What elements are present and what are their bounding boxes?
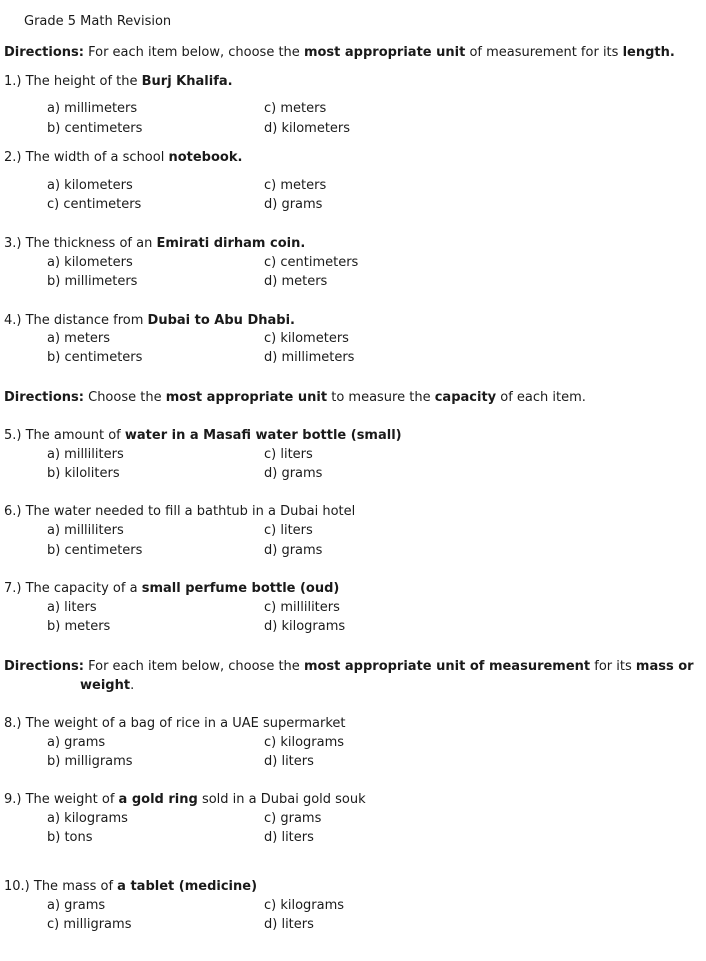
option[interactable]: b) centimeters xyxy=(47,121,143,136)
directions-emphasis: length. xyxy=(622,45,675,60)
directions-text: to measure the xyxy=(327,390,435,405)
option[interactable]: d) meters xyxy=(264,274,328,289)
directions-capacity xyxy=(4,390,586,406)
option[interactable]: c) grams xyxy=(264,811,322,826)
option[interactable]: c) kilograms xyxy=(264,898,345,913)
option[interactable]: c) kilometers xyxy=(264,331,349,346)
question-emphasis: a tablet (medicine) xyxy=(117,879,258,894)
question-text: 4.) The distance from xyxy=(4,313,148,328)
option[interactable]: c) meters xyxy=(264,178,327,193)
question-text: 1.) The height of the xyxy=(4,74,142,89)
question-text: 9.) The weight of xyxy=(4,792,119,807)
directions-text: of measurement for its xyxy=(465,45,623,60)
option[interactable]: c) meters xyxy=(264,101,327,116)
question-1 xyxy=(4,74,233,90)
question-text: 5.) The amount of xyxy=(4,428,125,443)
option[interactable]: d) kilograms xyxy=(264,619,346,634)
option[interactable]: b) centimeters xyxy=(47,543,143,558)
directions-text: . xyxy=(130,678,135,693)
option[interactable]: a) milliliters xyxy=(47,447,124,462)
question-7 xyxy=(4,581,339,597)
directions-emphasis: capacity xyxy=(434,390,497,405)
question-3 xyxy=(4,236,305,252)
option[interactable]: d) millimeters xyxy=(264,350,355,365)
option[interactable]: a) grams xyxy=(47,735,106,750)
question-2 xyxy=(4,150,242,166)
question-5 xyxy=(4,428,402,444)
directions-emphasis: most appropriate unit of measurement xyxy=(303,659,591,674)
directions-mass-continued xyxy=(80,678,134,694)
option[interactable]: b) millimeters xyxy=(47,274,138,289)
page-title: Grade 5 Math Revision xyxy=(24,14,172,29)
directions-length xyxy=(4,45,675,61)
directions-mass xyxy=(4,659,694,675)
option[interactable]: d) liters xyxy=(264,830,314,845)
directions-text: For each item below, choose the xyxy=(83,659,304,674)
question-text: sold in a Dubai gold souk xyxy=(197,792,366,807)
question-emphasis: Burj Khalifa. xyxy=(141,74,233,89)
option[interactable]: a) kilometers xyxy=(47,178,133,193)
question-emphasis: a gold ring xyxy=(118,792,198,807)
option[interactable]: a) grams xyxy=(47,898,106,913)
option[interactable]: d) kilometers xyxy=(264,121,351,136)
option[interactable]: b) tons xyxy=(47,830,93,845)
directions-text: For each item below, choose the xyxy=(83,45,304,60)
option[interactable]: d) grams xyxy=(264,543,323,558)
directions-emphasis: most appropriate unit xyxy=(303,45,466,60)
option[interactable]: b) milligrams xyxy=(47,754,133,769)
option[interactable]: a) kilometers xyxy=(47,255,133,270)
option[interactable]: d) liters xyxy=(264,917,314,932)
option[interactable]: a) liters xyxy=(47,600,97,615)
option[interactable]: a) meters xyxy=(47,331,111,346)
option[interactable]: c) liters xyxy=(264,447,313,462)
directions-emphasis: most appropriate unit xyxy=(165,390,328,405)
option[interactable]: a) kilograms xyxy=(47,811,128,826)
question-emphasis: water in a Masafi water bottle (small) xyxy=(124,428,402,443)
question-10 xyxy=(4,879,257,895)
directions-label: Directions: xyxy=(4,45,84,60)
option[interactable]: d) grams xyxy=(264,466,323,481)
question-text: 6.) The water needed to fill a bathtub in a Dubai hotel xyxy=(4,504,356,519)
option[interactable]: a) milliliters xyxy=(47,523,124,538)
question-4 xyxy=(4,313,295,329)
question-text: 10.) The mass of xyxy=(4,879,118,894)
option[interactable]: d) grams xyxy=(264,197,323,212)
option[interactable]: d) liters xyxy=(264,754,314,769)
question-8 xyxy=(4,716,346,732)
option[interactable]: a) millimeters xyxy=(47,101,138,116)
question-text: 7.) The capacity of a xyxy=(4,581,142,596)
directions-emphasis: mass or xyxy=(635,659,694,674)
question-text: 2.) The width of a school xyxy=(4,150,169,165)
option[interactable]: c) kilograms xyxy=(264,735,345,750)
question-text: 3.) The thickness of an xyxy=(4,236,157,251)
directions-emphasis: weight xyxy=(80,678,131,693)
option[interactable]: b) centimeters xyxy=(47,350,143,365)
directions-text: Choose the xyxy=(83,390,166,405)
option[interactable]: c) milligrams xyxy=(47,917,132,932)
question-emphasis: Emirati dirham coin. xyxy=(156,236,306,251)
directions-text: for its xyxy=(590,659,636,674)
directions-label: Directions: xyxy=(4,659,84,674)
option[interactable]: c) liters xyxy=(264,523,313,538)
directions-label: Directions: xyxy=(4,390,84,405)
option[interactable]: c) milliliters xyxy=(264,600,340,615)
question-emphasis: small perfume bottle (oud) xyxy=(141,581,340,596)
question-emphasis: notebook. xyxy=(168,150,243,165)
directions-text: of each item. xyxy=(496,390,586,405)
option[interactable]: c) centimeters xyxy=(47,197,142,212)
option[interactable]: c) centimeters xyxy=(264,255,359,270)
option[interactable]: b) kiloliters xyxy=(47,466,120,481)
option[interactable]: b) meters xyxy=(47,619,111,634)
question-9 xyxy=(4,792,366,808)
question-emphasis: Dubai to Abu Dhabi. xyxy=(147,313,295,328)
question-text: 8.) The weight of a bag of rice in a UAE supermarket xyxy=(4,716,346,731)
question-6 xyxy=(4,504,355,520)
